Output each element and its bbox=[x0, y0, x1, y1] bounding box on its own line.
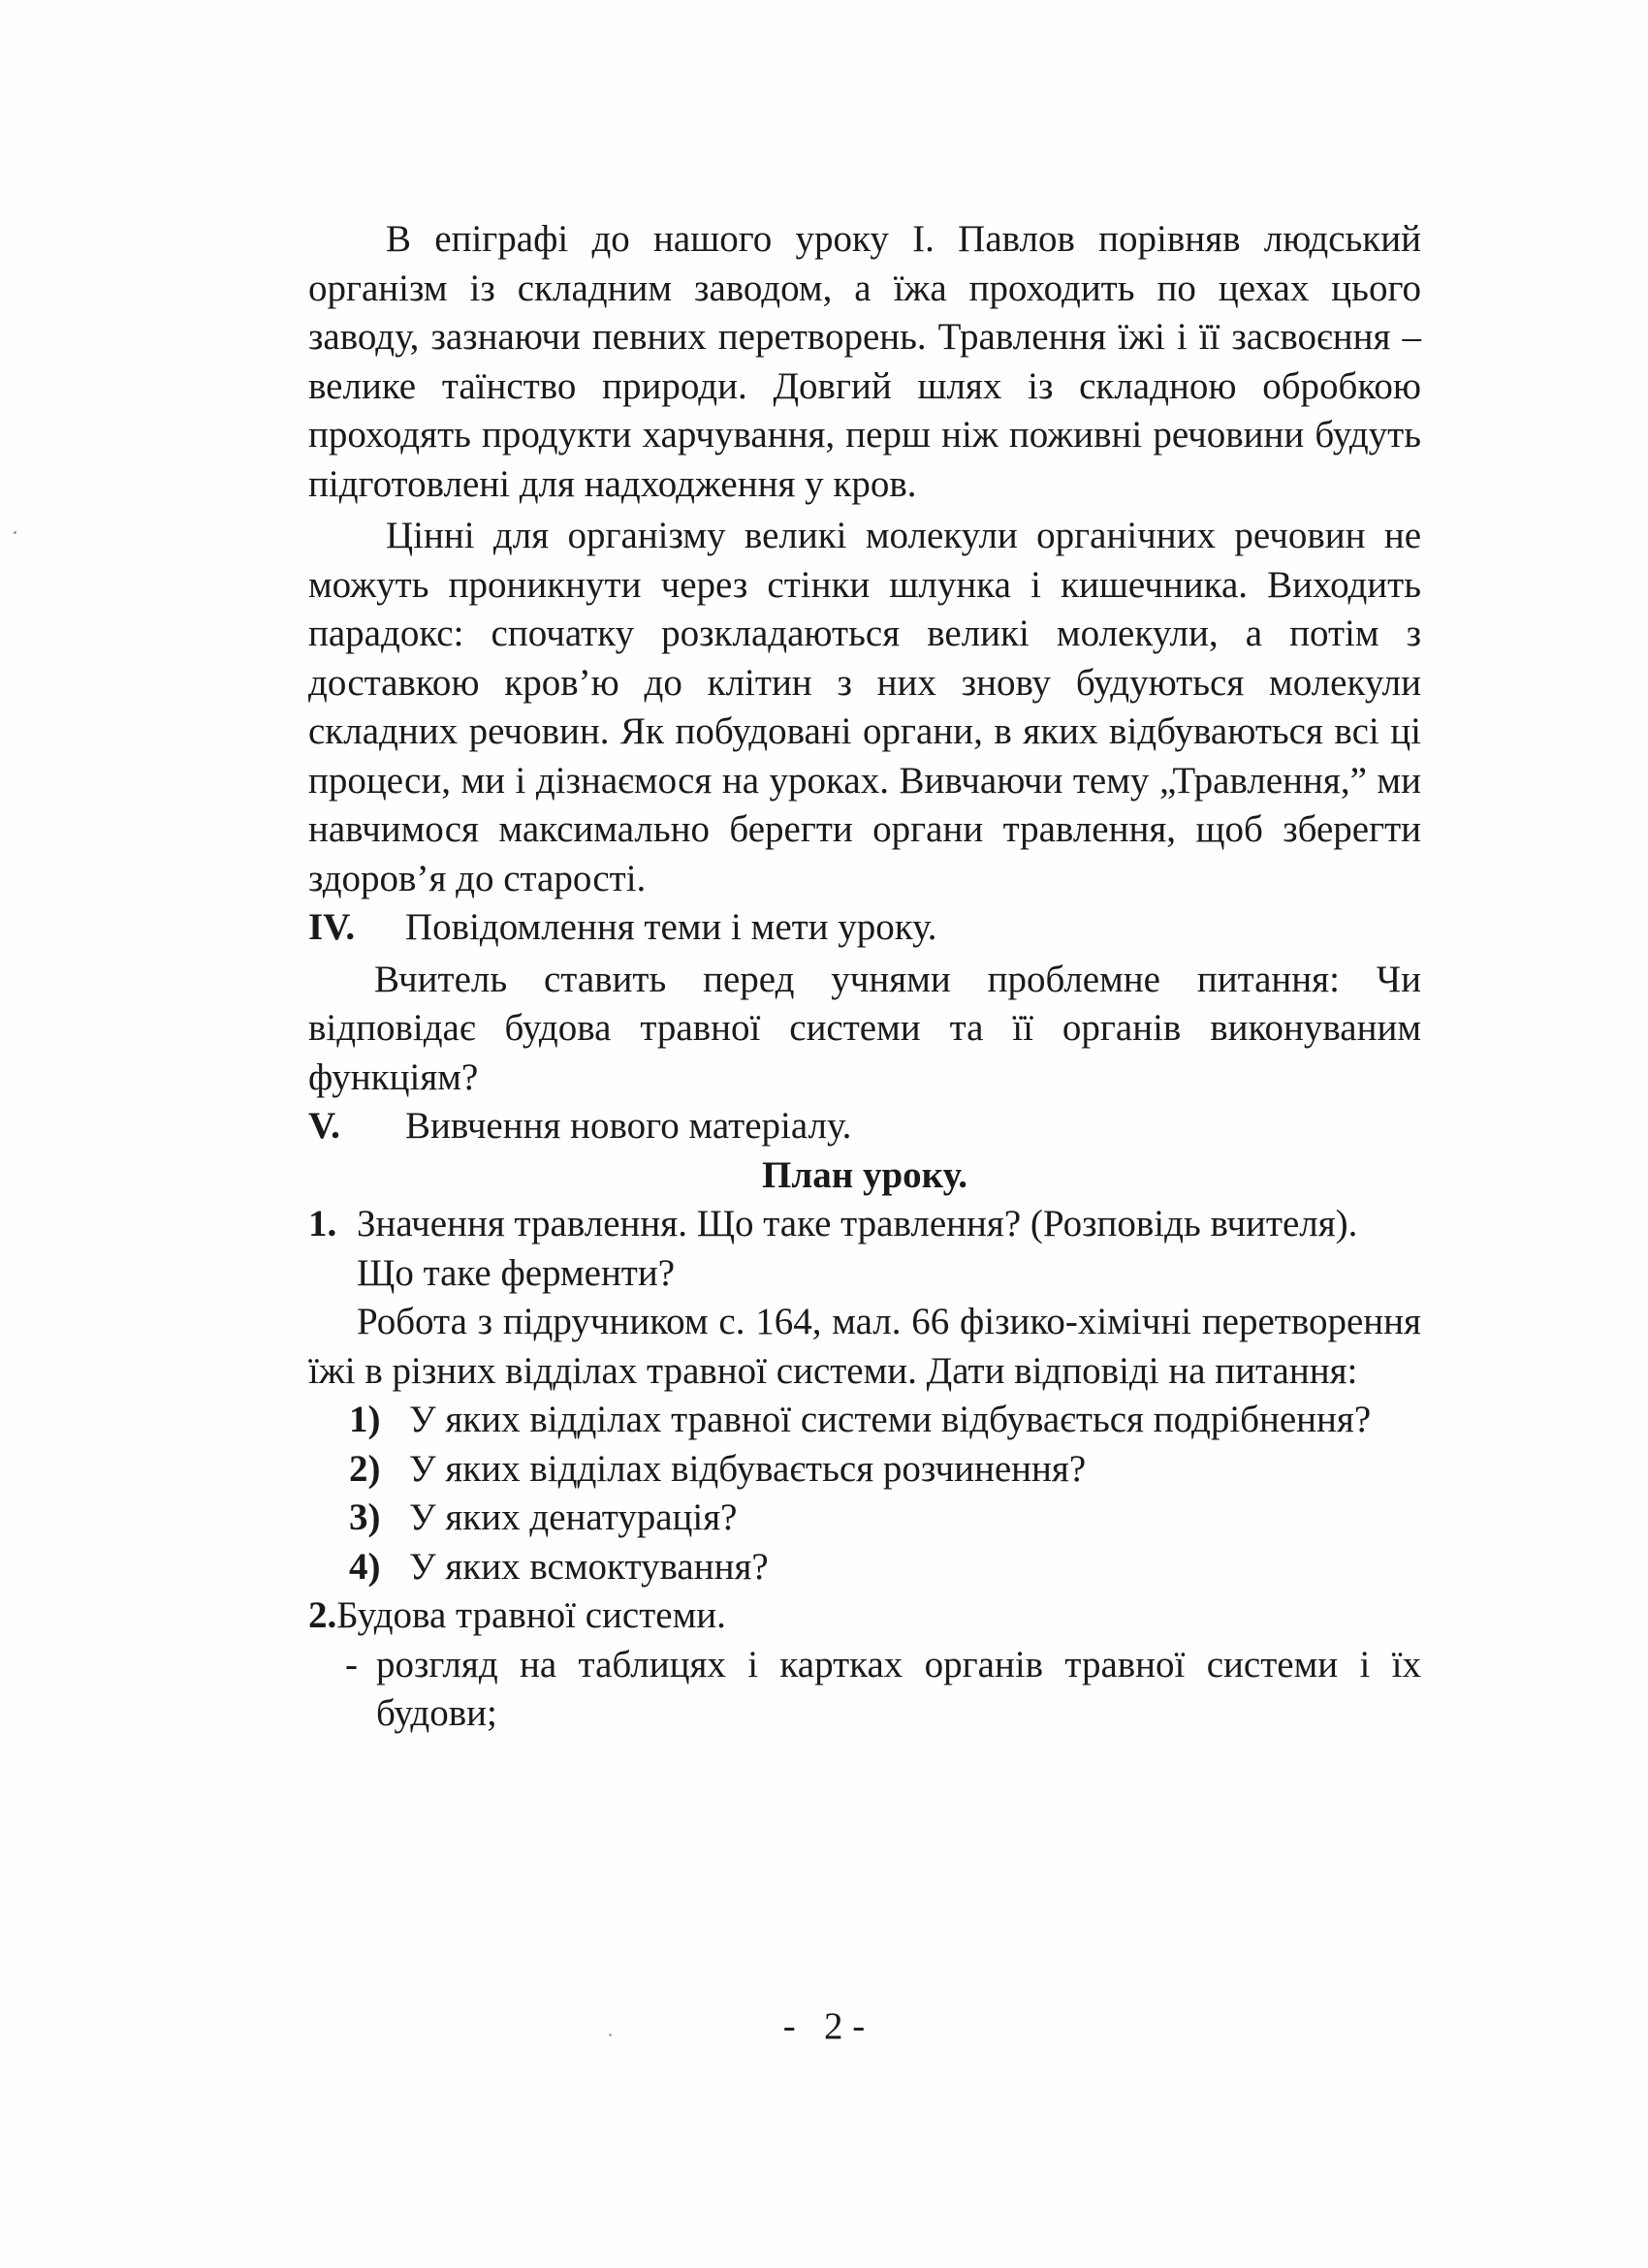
dash-list-item bbox=[345, 1641, 1421, 1739]
plan-item-1 bbox=[308, 1200, 1421, 1249]
question-item bbox=[349, 1445, 1421, 1495]
plan-subline: Що таке ферменти? bbox=[357, 1251, 676, 1294]
paragraph-epigraph: В епіграфі до нашого уроку І. Павлов порівняв людський організм із складним заводом, а їжа проходить по цехах цього заводу, зазнаючи певних перетворень. Травлення їжі і її засвоєння – велике таїнство природи. Довгий шлях із складною обробкою проходять продукти харчування, перш ніж поживні речовини будуть підготовлені для надходження у кров. bbox=[308, 218, 1421, 505]
scan-speck bbox=[14, 531, 16, 534]
section-iv bbox=[308, 903, 1421, 953]
paragraph-problem-question: Вчитель ставить перед учнями проблемне питання: Чи відповідає будова травної системи та її органів виконуваним функціям? bbox=[308, 958, 1421, 1098]
question-number: 1) bbox=[349, 1399, 381, 1440]
question-number: 3) bbox=[349, 1496, 381, 1538]
page-number: - 2 - bbox=[782, 2005, 866, 2047]
section-number: V. bbox=[308, 1105, 340, 1147]
question-item bbox=[349, 1543, 1421, 1592]
section-v bbox=[308, 1102, 1421, 1151]
question-number: 4) bbox=[349, 1545, 381, 1588]
plan-title: План уроку. bbox=[762, 1153, 967, 1196]
paragraph-molecules: Цінні для організму великі молекули органічних речовин не можуть проникнути через стінки шлунка і кишечника. Виходить парадокс: спочатку розкладаються великі молекули, а потім з доставкою кров’ю до клітин з них знову будуються молекули складних речовин. Як побудовані органи, в яких відбуваються всі ці процеси, ми і дізнаємося на уроках. Вивчаючи тему „Травлення,” ми навчимося максимально берегти органи травлення, щоб зберегти здоров’я до старості. bbox=[308, 515, 1421, 899]
section-number: IV. bbox=[308, 906, 356, 948]
question-text: У яких денатурація? bbox=[409, 1496, 738, 1538]
section-heading: Вивчення нового матеріалу. bbox=[405, 1105, 852, 1147]
dash-item-text: розгляд на таблицях і картках органів травної системи і їх будови; bbox=[376, 1643, 1421, 1734]
question-text: У яких відділах травної системи відбувається подрібнення? bbox=[409, 1399, 1372, 1440]
question-item bbox=[349, 1396, 1421, 1445]
question-text: У яких відділах відбувається розчинення? bbox=[409, 1447, 1087, 1490]
dash-bullet: - bbox=[345, 1643, 358, 1685]
item-text: Будова травної системи. bbox=[336, 1594, 726, 1636]
plan-subline-textbook: Робота з підручником с. 164, мал. 66 фізико-хімічні перетворення їжі в різних відділах травної системи. Дати відповіді на питання: bbox=[308, 1301, 1421, 1392]
question-text: У яких всмоктування? bbox=[409, 1545, 769, 1588]
plan-item-2 bbox=[308, 1591, 1421, 1641]
question-item bbox=[349, 1494, 1421, 1543]
item-number: 1. bbox=[308, 1203, 337, 1244]
section-heading: Повідомлення теми і мети уроку. bbox=[405, 906, 937, 948]
item-text: Значення травлення. Що таке травлення? (Розповідь вчителя). bbox=[357, 1203, 1358, 1244]
question-list bbox=[349, 1396, 1421, 1591]
document-body bbox=[308, 215, 1421, 1739]
item-number: 2. bbox=[308, 1594, 337, 1636]
question-number: 2) bbox=[349, 1447, 381, 1490]
